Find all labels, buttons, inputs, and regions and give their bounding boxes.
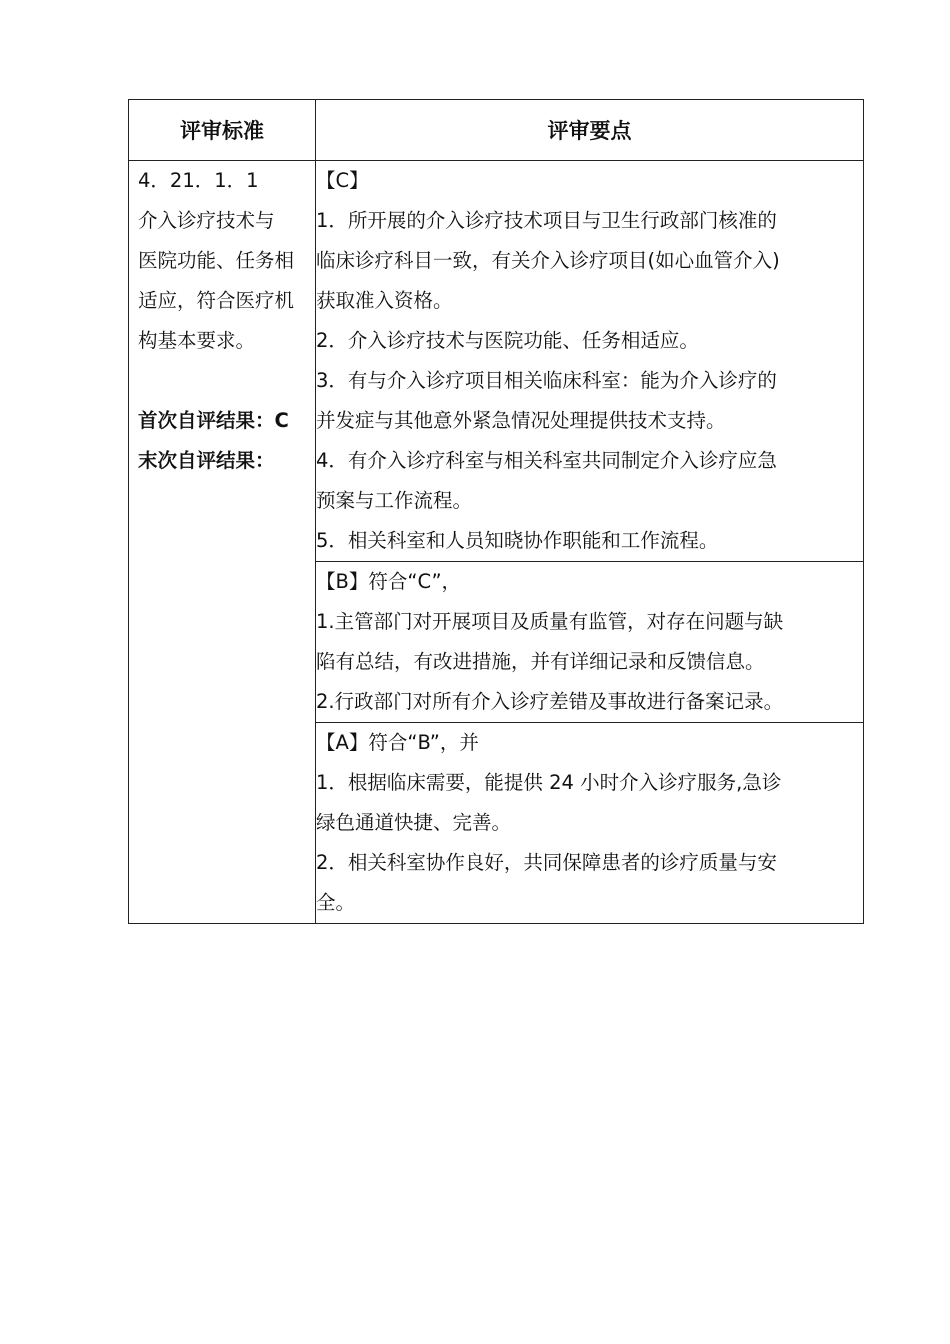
grade-a-cell <box>316 723 864 924</box>
grade-b-line: 【B】符合“C”， <box>316 570 462 593</box>
grade-b-line: 陷有总结，有改进措施，并有详细记录和反馈信息。 <box>316 650 765 673</box>
grade-a-line: 全。 <box>316 891 356 914</box>
grade-c-row <box>129 161 864 562</box>
header-key-points: 评审要点 <box>316 100 864 161</box>
standard-line: 介入诊疗技术与 <box>138 209 275 232</box>
first-self-eval-result: 首次自评结果：C <box>138 409 289 432</box>
header-row <box>129 100 864 161</box>
grade-a-line: 2．相关科室协作良好，共同保障患者的诊疗质量与安 <box>316 851 777 874</box>
grade-c-line: 获取准入资格。 <box>316 289 453 312</box>
grade-c-line: 预案与工作流程。 <box>316 489 473 512</box>
standard-line: 医院功能、任务相 <box>138 249 295 272</box>
grade-a-line: 【A】符合“B”，并 <box>316 731 479 754</box>
standard-line: 4．21．1．1 <box>138 169 259 192</box>
grade-b-line: 1.主管部门对开展项目及质量有监管，对存在问题与缺 <box>316 610 784 633</box>
grade-c-line: 临床诊疗科目一致，有关介入诊疗项目(如心血管介入) <box>316 249 780 272</box>
grade-c-line: 5．相关科室和人员知晓协作职能和工作流程。 <box>316 529 719 552</box>
standard-line: 适应，符合医疗机 <box>138 289 295 312</box>
header-standard: 评审标准 <box>129 100 316 161</box>
grade-c-line: 2．介入诊疗技术与医院功能、任务相适应。 <box>316 329 699 352</box>
grade-c-line: 并发症与其他意外紧急情况处理提供技术支持。 <box>316 409 726 432</box>
grade-c-line: 【C】 <box>316 169 369 192</box>
standard-line: 构基本要求。 <box>138 329 256 352</box>
grade-b-cell <box>316 562 864 723</box>
standard-cell <box>129 161 316 924</box>
grade-c-line: 1．所开展的介入诊疗技术项目与卫生行政部门核准的 <box>316 209 777 232</box>
grade-c-line: 3．有与介入诊疗项目相关临床科室：能为介入诊疗的 <box>316 369 777 392</box>
review-standards-table <box>128 99 864 924</box>
grade-c-line: 4．有介入诊疗科室与相关科室共同制定介入诊疗应急 <box>316 449 777 472</box>
grade-c-cell <box>316 161 864 562</box>
grade-a-line: 1．根据临床需要，能提供 24 小时介入诊疗服务,急诊 <box>316 771 782 794</box>
grade-a-line: 绿色通道快捷、完善。 <box>316 811 512 834</box>
grade-b-line: 2.行政部门对所有介入诊疗差错及事故进行备案记录。 <box>316 690 784 713</box>
last-self-eval-result: 末次自评结果： <box>138 449 275 472</box>
